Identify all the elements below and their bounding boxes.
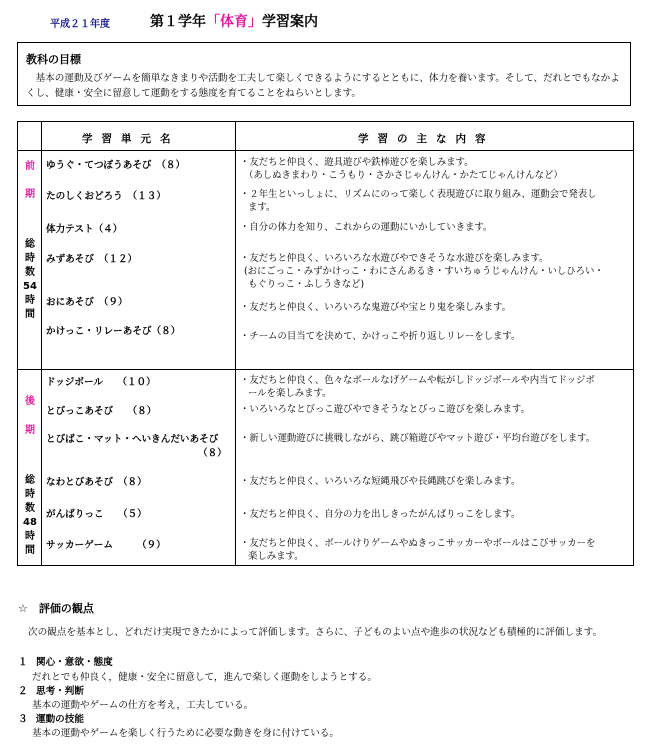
desc-line: 楽しみます。 bbox=[248, 551, 304, 562]
schedule-table bbox=[17, 121, 634, 566]
unit-name: とびっこあそび （８） bbox=[46, 406, 157, 417]
desc-line: ・友だちと仲良く、色々なボールなげゲームや転がしドッジボールや内当てドッジボ bbox=[240, 375, 595, 386]
col-divider-content bbox=[235, 122, 236, 565]
desc-line: ・友だちと仲良く、いろいろな鬼遊びや宝とり鬼を楽しみます。 bbox=[240, 302, 511, 313]
unit-name: ゆうぐ・てつぼうあそび （８） bbox=[46, 160, 186, 171]
term1-total-char: 間 bbox=[25, 309, 35, 320]
unit-name: みずあそび （１２） bbox=[46, 254, 138, 265]
criterion-heading bbox=[18, 683, 84, 697]
desc-line: ・友だちと仲良く、いろいろな短縄飛びや長縄跳びを楽しみます。 bbox=[240, 476, 521, 487]
term-divider bbox=[18, 369, 633, 370]
title-subject: 「体育」 bbox=[206, 14, 262, 30]
term2-total-char: 数 bbox=[25, 503, 35, 514]
desc-line: ・２年生といっしょに、リズムにのって楽しく表現遊びに取り組み、運動会で発表し bbox=[240, 189, 597, 200]
unit-description bbox=[240, 475, 630, 488]
term2-total-char: 時 bbox=[25, 489, 35, 500]
goal-heading: 教科の目標 bbox=[26, 53, 81, 66]
desc-line: もぐりっこ・ふしうきなど) bbox=[248, 279, 365, 290]
unit-description bbox=[240, 330, 630, 343]
unit-description bbox=[240, 432, 630, 445]
title-prefix: 第１学年 bbox=[150, 14, 206, 30]
title-suffix: 学習案内 bbox=[262, 14, 318, 30]
unit-description bbox=[240, 537, 630, 563]
term2-total-number: 48 bbox=[23, 517, 37, 528]
desc-line: （あしぬきまわり・こうもり・さかさじゃんけん・かたてじゃんけんなど） bbox=[244, 170, 563, 181]
column-header-content: 学習の主な内容 bbox=[358, 133, 495, 145]
criterion-number: １ bbox=[18, 657, 28, 668]
criterion-number: ３ bbox=[18, 714, 28, 725]
desc-line: ・新しい運動遊びに挑戦しながら、跳び箱遊びやマット遊び・平均台遊びをします。 bbox=[240, 433, 596, 444]
criterion-title: 関心・意欲・態度 bbox=[36, 657, 113, 668]
criterion-text: だれとでも仲良く，健康・安全に留意して，進んで楽しく運動をしようとする。 bbox=[32, 672, 377, 683]
unit-name: なわとびあそび （８） bbox=[46, 477, 147, 488]
header-divider bbox=[18, 150, 633, 151]
unit-description bbox=[240, 508, 630, 521]
unit-description bbox=[240, 403, 630, 416]
evaluation-intro: 次の観点を基本とし、どれだけ実現できたかによって評価します。さらに、子どものよい点や進歩の状況なども積極的に評価します。 bbox=[28, 627, 603, 638]
evaluation-heading: ☆ 評価の観点 bbox=[18, 602, 94, 615]
criterion-text: 基本の運動やゲームを楽しく行うために必要な動きを身に付けている。 bbox=[32, 728, 339, 739]
unit-description bbox=[240, 374, 630, 400]
term2-label-second: 期 bbox=[25, 425, 35, 436]
criterion-number: ２ bbox=[18, 686, 28, 697]
desc-line: ます。 bbox=[248, 202, 276, 213]
unit-description bbox=[240, 221, 630, 234]
term1-total-char: 時 bbox=[25, 253, 35, 264]
criterion-title: 思考・判断 bbox=[36, 686, 84, 697]
term1-label-first: 前 bbox=[25, 161, 35, 172]
unit-hours: （８） bbox=[198, 448, 227, 459]
unit-name: おにあそび （９） bbox=[46, 297, 128, 308]
document-header bbox=[0, 10, 660, 36]
column-header-unit: 学習単元名 bbox=[82, 133, 180, 145]
desc-line: ・友だちと仲良く、遊具遊びや鉄棒遊びを楽しみます。 bbox=[240, 157, 474, 168]
unit-description bbox=[240, 301, 630, 314]
page-title bbox=[150, 11, 318, 31]
desc-line: ・友だちと仲良く、自分の力を出しきったがんばりっこをします。 bbox=[240, 509, 521, 520]
term1-label-second: 期 bbox=[25, 189, 35, 200]
desc-line: (おにごっこ・みずかけっこ・わにさんあるき・すいちゅうじゃんけん・いしひろい・ bbox=[244, 266, 604, 277]
desc-line: ・自分の体力を知り、これからの運動にいかしていきます。 bbox=[240, 222, 493, 233]
school-year: 平成２１年度 bbox=[50, 19, 110, 30]
desc-line: ールを楽しみます。 bbox=[248, 388, 332, 399]
criterion-title: 運動の技能 bbox=[36, 714, 84, 725]
unit-name: がんばりっこ （５） bbox=[46, 509, 147, 520]
term1-total-number: 54 bbox=[23, 281, 37, 292]
term2-label-first: 後 bbox=[25, 396, 35, 407]
unit-description bbox=[240, 252, 630, 291]
criterion-heading bbox=[18, 711, 84, 725]
desc-line: ・友だちと仲良く、ボールけりゲームやぬきっこサッカーやボールはこびサッカーを bbox=[240, 538, 596, 549]
col-divider-label bbox=[41, 122, 42, 565]
criterion-heading bbox=[18, 654, 113, 668]
term1-total-char: 時 bbox=[25, 295, 35, 306]
subject-goal-box bbox=[17, 42, 631, 106]
term1-total-char: 数 bbox=[25, 267, 35, 278]
unit-description bbox=[240, 188, 630, 214]
term2-total-char: 時 bbox=[25, 531, 35, 542]
term2-total-char: 間 bbox=[25, 545, 35, 556]
term2-total-char: 総 bbox=[25, 475, 35, 486]
desc-line: ・いろいろなとびっこ遊びやできそうなとびっこ遊びを楽しみます。 bbox=[240, 404, 530, 415]
goal-text: 基本の運動及びゲームを簡単なきまりや活動を工夫して楽しくできるようにするとともに、体力を養います。そして、だれとでもなかよくし、健康・安全に留意して運動をする態度を育てることをねらいとします。 bbox=[26, 73, 620, 99]
unit-description bbox=[240, 156, 630, 182]
unit-name: ドッジボール （１０） bbox=[46, 377, 156, 388]
criterion-text: 基本の運動やゲームの仕方を考え，工夫している。 bbox=[32, 700, 254, 711]
unit-name: かけっこ・リレーあそび（８） bbox=[46, 326, 181, 337]
desc-line: ・友だちと仲良く、いろいろな水遊びやできそうな水遊びを楽しみます。 bbox=[240, 253, 549, 264]
desc-line: ・チームの目当てを決めて、かけっこや折り返しリレーをします。 bbox=[240, 331, 521, 342]
unit-name: 体力テスト（４） bbox=[46, 224, 123, 235]
term1-total-char: 総 bbox=[25, 239, 35, 250]
unit-name: たのしくおどろう （１３） bbox=[46, 191, 166, 202]
unit-name: サッカーゲーム （９） bbox=[46, 540, 166, 551]
unit-name: とびばこ・マット・へいきんだいあそび bbox=[46, 434, 219, 445]
